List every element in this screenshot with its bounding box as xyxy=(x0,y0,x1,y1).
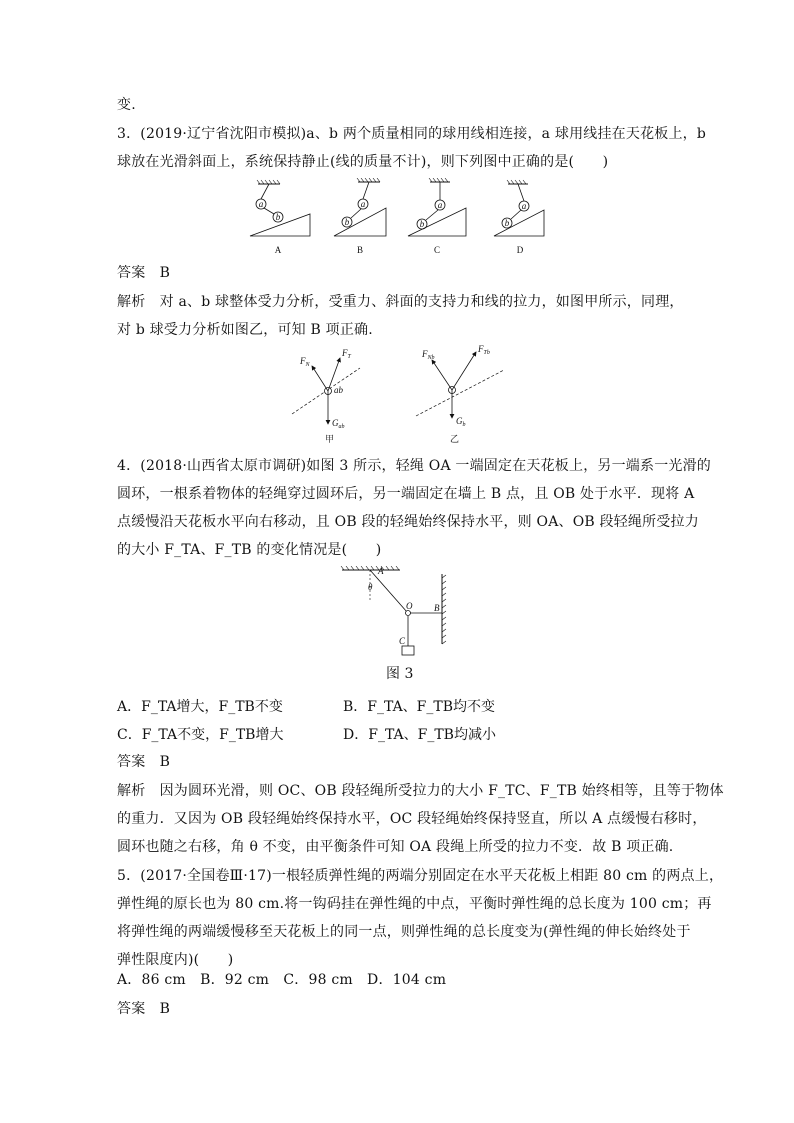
q3-force-diagrams xyxy=(290,344,520,444)
q4-stem-line3: 点缓慢沿天花板水平向右移动，且 OB 段的轻绳始终保持水平，则 OA、OB 段轻绳所受拉力 xyxy=(117,514,699,530)
svg-text:b: b xyxy=(419,219,425,229)
jia-ab-label: ab xyxy=(334,385,343,395)
jia-caption: 甲 xyxy=(325,434,335,444)
q3-stem-line2: 球放在光滑斜面上，系统保持静止(线的质量不计)，则下列图中正确的是( ) xyxy=(117,154,609,170)
fig3-label-b: B xyxy=(434,603,440,613)
fig3-label-c: C xyxy=(399,636,406,646)
q4-option-a: A．F_TA增大，F_TB不变 xyxy=(117,699,283,715)
force-diagram-jia xyxy=(292,348,360,444)
svg-text:a: a xyxy=(437,200,443,210)
q3-figure-c xyxy=(408,178,466,255)
q5-answer: 答案 B xyxy=(117,1001,171,1017)
q3-figure-a xyxy=(250,180,310,255)
svg-text:a: a xyxy=(521,201,527,211)
jia-g-label: $G_{ab}$ xyxy=(332,418,345,430)
q4-analysis-line1: 解析 因为圆环光滑，则 OC、OB 段轻绳所受拉力的大小 F_TC、F_TB 始终相等，且等于物体 xyxy=(117,783,724,799)
q4-option-c: C．F_TA不变，F_TB增大 xyxy=(117,727,284,743)
q4-analysis-line3: 圆环也随之右移，角 θ 不变，由平衡条件可知 OA 段绳上所受的拉力不变．故 B 项正确. xyxy=(117,839,674,855)
fig3-label-a: A xyxy=(378,566,384,576)
q5-stem-line3: 将弹性绳的两端缓慢移至天花板上的同一点，则弹性绳的总长度变为(弹性绳的伸长始终处于 xyxy=(117,924,691,940)
q4-option-b: B．F_TA、F_TB均不变 xyxy=(343,699,496,715)
q2-tail-text: 变. xyxy=(117,97,136,113)
q4-answer: 答案 B xyxy=(117,754,171,770)
q3-option-label-c: C xyxy=(433,245,441,255)
q3-option-label-a: A xyxy=(274,245,282,255)
q4-stem-line4: 的大小 F_TA、F_TB 的变化情况是( ) xyxy=(117,542,382,558)
jia-ft-label: $F_T$ xyxy=(342,348,351,360)
q4-option-d: D．F_TA、F_TB均减小 xyxy=(343,727,496,743)
svg-text:b: b xyxy=(344,217,350,227)
q3-options-figure xyxy=(246,178,546,258)
q4-figure-3 xyxy=(340,566,460,660)
q3-option-label-b: B xyxy=(356,245,364,255)
q5-stem-line1: 5．(2017·全国卷Ⅲ·17)一根轻质弹性绳的两端分别固定在水平天花板上相距 80 cm 的两点上， xyxy=(117,868,724,884)
q5-options: A．86 cm B．92 cm C．98 cm D．104 cm xyxy=(117,972,447,988)
q3-option-label-d: D xyxy=(516,245,524,255)
jia-fn-label: $F_N$ xyxy=(300,356,310,368)
q4-stem-line1: 4．(2018·山西省太原市调研)如图 3 所示，轻绳 OA 一端固定在天花板上，另一端系一光滑的 xyxy=(117,458,712,474)
yi-caption: 乙 xyxy=(450,434,460,444)
q3-a-ball-b-label: b xyxy=(275,212,281,222)
svg-text:a: a xyxy=(360,199,366,209)
q3-analysis-line1: 解析 对 a、b 球整体受力分析，受重力、斜面的支持力和线的拉力，如图甲所示，同理， xyxy=(117,294,684,310)
q3-answer: 答案 B xyxy=(117,265,171,281)
q3-a-ball-a-label: a xyxy=(258,199,264,209)
yi-ftb-label: $F_{Tb}$ xyxy=(478,344,490,356)
q3-stem-line1: 3．(2019·辽宁省沈阳市模拟)a、b 两个质量相同的球用线相连接，a 球用线挂在天花板上，b xyxy=(117,126,707,142)
fig3-label-o: O xyxy=(406,601,413,611)
yi-g-label: $G_b$ xyxy=(456,416,466,428)
q3-figure-d xyxy=(494,180,544,255)
yi-fnb-label: $F_{Nb}$ xyxy=(422,349,435,361)
fig3-label-theta: θ xyxy=(368,582,373,592)
q4-figure-caption: 图 3 xyxy=(386,666,414,682)
q3-figure-b xyxy=(334,178,386,255)
q5-stem-line2: 弹性绳的原长也为 80 cm.将一钩码挂在弹性绳的中点，平衡时弹性绳的总长度为 100 cm；再 xyxy=(117,896,712,912)
q4-stem-line2: 圆环，一根系着物体的轻绳穿过圆环后，另一端固定在墙上 B 点，且 OB 处于水平．现将 A xyxy=(117,486,695,502)
q5-stem-line4: 弹性限度内)( ) xyxy=(117,952,234,968)
svg-text:b: b xyxy=(504,218,510,228)
force-diagram-yi xyxy=(416,344,504,444)
q3-analysis-line2: 对 b 球受力分析如图乙，可知 B 项正确. xyxy=(117,322,373,338)
q4-analysis-line2: 的重力．又因为 OB 段轻绳始终保持水平，OC 段轻绳始终保持竖直，所以 A 点缓慢右移时， xyxy=(117,811,707,827)
